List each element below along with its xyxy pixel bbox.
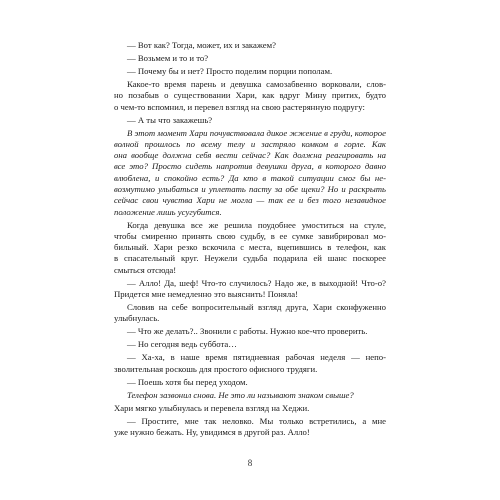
text-line: — Вот как? Тогда, может, их и закажем? xyxy=(127,40,276,50)
text-line: все это? Просто сидеть напротив девушки друга, в которого давно xyxy=(114,161,386,172)
text-line: улыбнулась. xyxy=(114,313,160,324)
text-line: Какое-то время парень и девушка самозабвенно ворковали, слов- xyxy=(127,78,386,89)
text-line: волной прошлось по всему телу и застряло комком в горле. Как xyxy=(114,138,386,149)
narrative-paragraph xyxy=(114,390,386,401)
text-line: бильный. Хари резко вскочила с места, вцепившись в телефон, как xyxy=(114,242,386,253)
text-line: Словив на себе вопросительный взгляд друга, Хари сконфуженно xyxy=(127,302,386,313)
narrative-paragraph xyxy=(114,220,386,276)
dialogue-paragraph xyxy=(114,40,386,51)
text-line: в спасательный круг. Неужели судьба подарила ей шанс поскорее xyxy=(114,253,386,264)
narrative-paragraph xyxy=(114,128,386,218)
dialogue-paragraph xyxy=(114,115,386,126)
dialogue-paragraph xyxy=(114,66,386,77)
text-line: Телефон зазвонил снова. Не это ли называют знаком свыше? xyxy=(127,389,354,400)
text-line: зволительная роскошь для простого офисного трудяги. xyxy=(114,363,318,374)
text-line: смыться отсюда! xyxy=(114,264,177,275)
dialogue-paragraph xyxy=(114,326,386,337)
narrative-paragraph xyxy=(114,403,386,414)
text-line: о чем-то вспомнил, и перевел взгляд на свою растерянную подругу: xyxy=(114,101,365,112)
text-line: она вообще должна себя вести сейчас? Как должна реагировать на xyxy=(114,150,386,161)
narrative-paragraph xyxy=(114,302,386,325)
dialogue-paragraph xyxy=(114,352,386,375)
body-text xyxy=(114,40,386,440)
text-line: — Алло! Да, шеф! Что-то случилось? Надо же, в выходной! Что-о? xyxy=(127,277,386,288)
text-line: — Но сегодня ведь суббота… xyxy=(127,339,237,350)
text-line: — Возьмем и то и то? xyxy=(127,52,209,63)
text-line: но позабыв о существовании Хари, как вдруг Мину притих, будто xyxy=(114,90,386,101)
dialogue-paragraph xyxy=(114,339,386,350)
text-line: Хари мягко улыбнулась и перевела взгляд на Хеджи. xyxy=(114,402,310,413)
text-line: сейчас свои чувства Хари не могла — так ее и без того незавидное xyxy=(114,195,386,206)
text-line: — Почему бы и нет? Просто поделим порции пополам. xyxy=(127,65,333,76)
text-line: влюблена, и спокойно есть? Да кто в такой ситуации смог бы не- xyxy=(114,172,386,183)
text-line: — Что же делать?.. Звонили с работы. Нужно кое-что проверить. xyxy=(127,326,368,337)
dialogue-paragraph xyxy=(114,278,386,301)
text-line: положение лишь усугубится. xyxy=(114,206,222,217)
text-line: — А ты что закажешь? xyxy=(127,114,213,125)
text-line: — Простите, мне так неловко. Мы только встретились, а мне xyxy=(127,415,386,426)
text-line: уже нужно бежать. Ну, увидимся в другой раз. Алло! xyxy=(114,426,310,437)
dialogue-paragraph xyxy=(114,53,386,64)
text-line: — Поешь хотя бы перед уходом. xyxy=(127,376,248,387)
text-line: Придется мне немедленно это выяснить! Поняла! xyxy=(114,289,298,300)
text-line: — Ха-ха, в наше время пятидневная рабочая неделя — непо- xyxy=(127,352,386,363)
text-line: В этот момент Хари почувствовала дикое жжение в груди, которое xyxy=(127,127,386,138)
text-line: чтобы смиренно принять свою судьбу, в ее сумке завибрировал мо- xyxy=(114,230,386,241)
text-line: Когда девушка все же решила поудобнее умоститься на стуле, xyxy=(127,219,386,230)
text-line: возмутимо улыбаться и уплетать пасту за обе щеки? Но и раскрыть xyxy=(114,184,386,194)
narrative-paragraph xyxy=(114,79,386,113)
dialogue-paragraph xyxy=(114,377,386,388)
dialogue-paragraph xyxy=(114,416,386,439)
page-number: 8 xyxy=(247,458,253,468)
